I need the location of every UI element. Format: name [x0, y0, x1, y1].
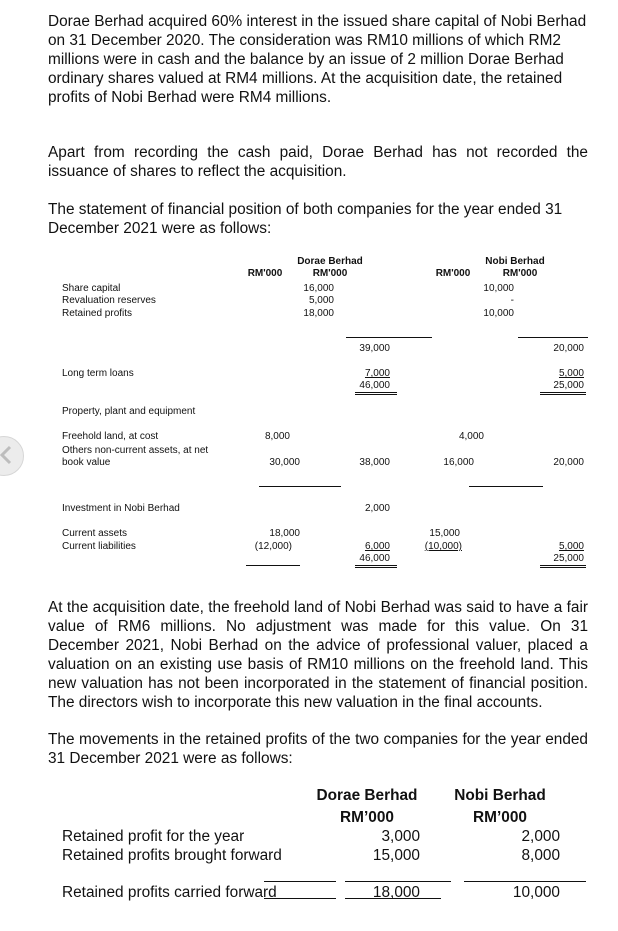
cell: 16,000	[443, 457, 474, 468]
movements-paragraph: The movements in the retained profits of the two companies for the year ended 31 December 2021 were as follows:	[48, 731, 588, 767]
rule	[540, 565, 586, 566]
row-label: Current assets	[62, 528, 128, 539]
rule	[518, 337, 588, 338]
rule	[464, 881, 586, 882]
intro-paragraph-3: The statement of financial position of both companies for the year ended 31 December 2021 were as follows:	[48, 201, 563, 237]
unit-header: RM'000	[435, 268, 471, 279]
intro-paragraph-2: Apart from recording the cash paid, Dorae Berhad has not recorded the issuance of shares to reflect the acquisition.	[48, 144, 588, 180]
rule	[264, 881, 336, 882]
cell: (12,000)	[254, 541, 292, 552]
rule	[355, 392, 397, 393]
cell: 18,000	[372, 884, 420, 901]
row-label: Others non-current assets, at net	[62, 445, 209, 456]
cell: 46,000	[359, 380, 390, 391]
rule	[540, 394, 586, 395]
row-label: Retained profits carried forward	[62, 884, 277, 901]
cell: (10,000)	[424, 541, 462, 552]
rule	[469, 486, 543, 487]
unit-header: RM’000	[473, 809, 527, 826]
cell: 10,000	[483, 308, 514, 319]
rule	[246, 565, 300, 566]
cell: 8,000	[264, 431, 290, 442]
cell: 4,000	[458, 431, 484, 442]
cell: 25,000	[553, 380, 584, 391]
nobi-header: Nobi Berhad	[454, 787, 546, 804]
row-label: Long term loans	[62, 368, 134, 379]
unit-header: RM'000	[312, 268, 348, 279]
cell: 25,000	[553, 553, 584, 564]
cell: -	[510, 295, 514, 306]
nobi-header: Nobi Berhad	[485, 256, 545, 267]
previous-page-button[interactable]	[0, 436, 24, 476]
cell: 15,000	[429, 528, 460, 539]
cell: 15,000	[372, 847, 420, 864]
cell: 20,000	[553, 457, 584, 468]
intro-paragraph-1: Dorae Berhad acquired 60% interest in the issued share capital of Nobi Berhad on 31 December 2020. The consideration was RM10 millions of which RM2 millions were in cash and the balance by an issue of 2 million Dorae Berhad ordinary shares valued at RM4 millions. At the acquisition date, the retained profits of Nobi Berhad were RM4 millions.	[48, 13, 587, 106]
row-label: book value	[62, 457, 111, 468]
cell: 16,000	[303, 283, 334, 294]
cell: 2,000	[521, 828, 560, 845]
cell: 5,000	[308, 295, 334, 306]
row-label: Revaluation reserves	[62, 295, 156, 306]
rule	[264, 898, 336, 899]
cell: 5,000	[558, 368, 584, 379]
rule	[345, 881, 451, 882]
cell: 18,000	[303, 308, 334, 319]
cell: 8,000	[521, 847, 560, 864]
row-label: Current liabilities	[62, 541, 136, 552]
valuation-paragraph: At the acquisition date, the freehold land of Nobi Berhad was said to have a fair value of RM6 millions. No adjustment was made for this value. On 31 December 2021, Nobi Berhad on the advice of professional valuer, placed a valuation on an existing use basis of RM10 millions on the freehold land. This new valuation has not been incorporated in the statement of financial position. The directors wish to incorporate this new valuation in the final accounts.	[48, 599, 588, 711]
rule	[345, 898, 441, 899]
cell: 10,000	[483, 283, 514, 294]
row-label: Freehold land, at cost	[62, 431, 159, 442]
cell: 5,000	[558, 541, 584, 552]
cell: 10,000	[512, 884, 560, 901]
row-label: Retained profit for the year	[62, 828, 245, 845]
cell: 6,000	[364, 541, 390, 552]
row-label: Share capital	[62, 283, 121, 294]
cell: 39,000	[359, 343, 390, 354]
dorae-header: Dorae Berhad	[316, 787, 418, 804]
rule	[259, 486, 341, 487]
cell: 30,000	[269, 457, 300, 468]
rule	[355, 567, 397, 568]
unit-header: RM'000	[502, 268, 538, 279]
cell: 18,000	[269, 528, 300, 539]
cell: 20,000	[553, 343, 584, 354]
section-heading: Property, plant and equipment	[62, 406, 196, 417]
chevron-left-icon	[0, 445, 12, 465]
row-label: Investment in Nobi Berhad	[62, 503, 180, 514]
rule	[540, 392, 586, 393]
unit-header: RM'000	[247, 268, 283, 279]
rule	[355, 394, 397, 395]
dorae-header: Dorae Berhad	[297, 256, 363, 267]
row-label: Retained profits brought forward	[62, 847, 282, 864]
cell: 46,000	[359, 553, 390, 564]
cell: 3,000	[381, 828, 420, 845]
cell: 38,000	[359, 457, 390, 468]
cell: 2,000	[364, 503, 390, 514]
row-label: Retained profits	[62, 308, 133, 319]
rule	[346, 337, 432, 338]
rule	[355, 565, 397, 566]
cell: 7,000	[364, 368, 390, 379]
rule	[540, 567, 586, 568]
unit-header: RM’000	[340, 809, 394, 826]
